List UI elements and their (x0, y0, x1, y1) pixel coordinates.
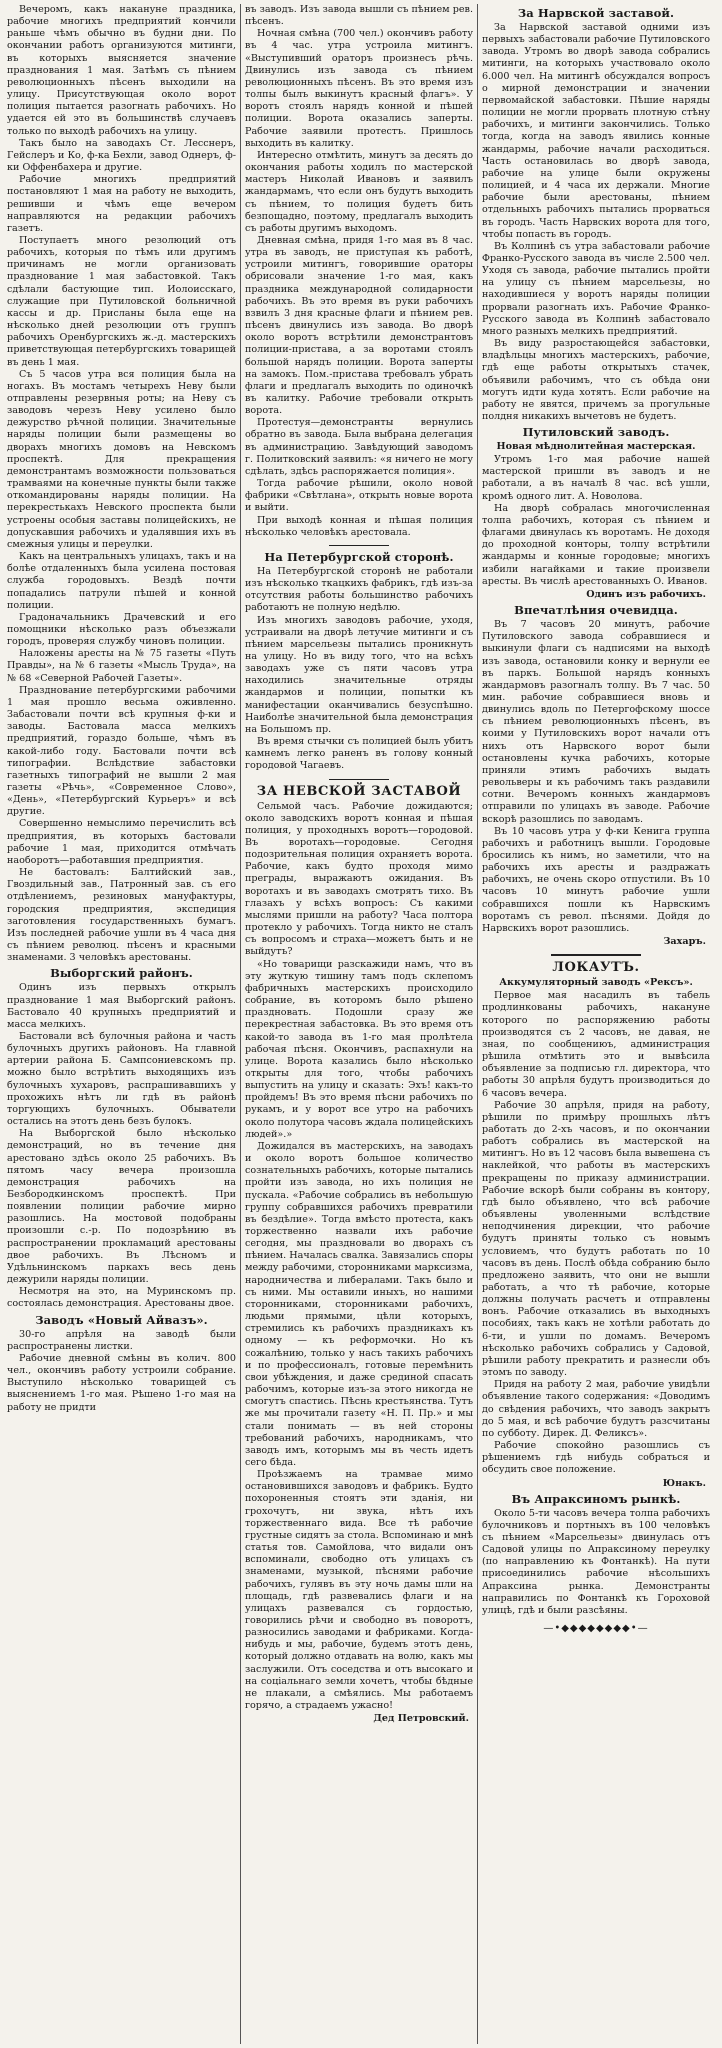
ornament-divider: —•◆◆◆◆◆◆◆◆•— (543, 1623, 649, 1635)
section-heading: ЛОКАУТЪ. (552, 960, 640, 976)
article-paragraph: Проѣзжаемъ на трамвае мимо остановившихся заводовъ и фабрикъ. Будто похороненныя стоятъ эти зданія, ни грохочутъ, ни звука, нѣтъ ихъ торжественнаго вида. Все тѣ рабочие грустные сидятъ за стола. Вспоминаю и мнѣ статья тов. Самойлова, что видали онъ вспоминали, свободно отъ улицахъ съ знаменами, музыкой, пѣснями рабочие рабочихъ, гулявъ въ эту ночь дамы шли на площадь, гдѣ развевались флаги и на улицахъ развевался съ гордостью, говорились рѣчи и свободно въ поворотъ, разносились заводами и фабриками. Когда-нибудь и мы, рабочие, будемъ этотъ день, который должно отдавать на волю, какъ мы заслужили. Отъ соседства и отъ высокаго и на соціальнаго земли хочетъ, чтобы бѣдные не плакали, а смѣялись. Мы работаемъ горячо, а страдаемъ ужасно! (245, 1469, 473, 1712)
article-paragraph: Ночная смѣна (700 чел.) окончивъ работу въ 4 час. утра устроила митингъ. «Выступивший ораторъ произнесъ рѣчь. Двинулись изъ завода съ пѣнием революционныхъ пѣсенъ. Въ это время изъ толпы былъ выкинутъ красный флагъ». У воротъ стоялъ нарядъ конной и пѣшей полиции. Ворота оказались заперты. Рабочие заявили протестъ. Пришлось выходить въ калитку. (245, 28, 473, 149)
section-subheading: Новая мѣднолитейная мастерская. (496, 441, 696, 453)
author-signature: Захаръ. (663, 936, 706, 948)
article-paragraph: «Но товарищи разскажиди намъ, что въ эту жуткую тишину тамъ подъ склепомъ фабричныхъ мастерскихъ происходило собрание, въ которомъ было рѣшено праздновать. Подошли сразу же перекрестная забастовка. Въ это время отъ какой-то завода въ 1-го мая пролѣтела рабочая пѣсня. Окончивъ, распахнули на улице. Ворота казались было нѣсколько открыты для того, чтобы рабочихъ выпустить на улицу и сказать: Эхъ! какъ-то пройдемъ! Въ это время пѣсни рабочихъ по рукамъ, и у ворот все утро на рабочихъ около полутора часовъ ждала полицейскихъ людей».» (245, 958, 473, 1140)
section-heading: Впечатлѣния очевидца. (514, 603, 678, 618)
article-paragraph: На Выборгской было нѣсколько демонстраций, но въ течение дня арестовано здѣсь около 25 рабочихъ. Въ пятомъ часу вечера произошла демонстрация рабочихъ на Безбородкинскомъ проспектѣ. При появлении полиции рабочие мирно разошлись. На мостовой подобраны произошли с.-р. По подозрѣнию въ распространении прокламаций арестованы двое рабочихъ. Въ Лѣсномъ и Удѣльнинскомъ паркахъ весь день дежурили наряды полиции. (7, 1128, 236, 1286)
columns (3, 4, 719, 2044)
article-paragraph: Въ 10 часовъ утра у ф-ки Кенига группа рабочихъ и работницъ вышли. Городовые бросились къ нимъ, но заметили, что на рабочихъ ихъ аресты и раздражать рабочихъ, не очень скоро отпустили. Въ 10 часовъ 10 минутъ рабочие ушли собравшихся пошли къ Нарвскимъ воротамъ съ револ. пѣснями. Дойдя до Нарвскихъ ворот разошлись. (482, 825, 710, 934)
article-paragraph: При выходѣ конная и пѣшая полиция нѣсколько человѣкъ арестовала. (245, 514, 473, 538)
section-divider (329, 545, 389, 546)
article-paragraph: Утромъ 1-го мая рабочие нашей мастерской пришли въ заводъ и не работали, а въ началѣ 8 час. всѣ ушли, кромѣ одного лит. А. Новолова. (482, 454, 710, 502)
author-signature: Одинъ изъ рабочихъ. (586, 588, 706, 600)
article-paragraph: Изъ многихъ заводовъ рабочие, уходя, устраивали на дворѣ летучие митинги и съ пѣнием марсельезы пытались проникнуть на улицу. Но въ виду того, что на всѣхъ заводахъ уже съ пяти часовъ утра находились значительные отряды жандармов и полиции, попытки къ манифестации оканчивались безуспѣшно. Наиболѣе значительной была демонстрация на Большомъ пр. (245, 614, 473, 735)
article-paragraph: Первое мая насадилъ въ табель продлинкованы рабочихъ, накануне которого по распоряжению работы производятся съ 2 часовъ, не давая, не зная, по сообщениюъ, администрация рѣшила отмѣтить это и вывѣсила объявление за подписью гл. директора, что работы 30 апрѣля будутъ производиться до 6 часовъ вечера. (482, 990, 710, 1099)
article-paragraph: Рабочие дневной смѣны въ колич. 800 чел., окончивъ работу устроили собрание. Выступило нѣсколько товарищей съ выяснениемъ 1-го мая. Рѣшено 1-го мая на работу не придти (7, 1352, 236, 1413)
article-paragraph: Совершенно немыслимо перечислить всѣ предприятия, въ которыхъ бастовали рабочие 1 мая, приходится отмѣчать наоборотъ—работавшия предприятия. (7, 818, 236, 866)
article-paragraph: въ заводъ. Изъ завода вышли съ пѣнием рев. пѣсенъ. (245, 4, 473, 28)
article-paragraph: Такъ было на заводахъ Ст. Лесснеръ, Гейслеръ и Ко, ф-ка Бехли, завод Однеръ, ф-ки Оффенбахера и другие. (7, 137, 236, 174)
article-paragraph: На дворѣ собралась многочисленная толпа рабочихъ, которая съ пѣнием и флагами двинулась къ воротамъ. Не доходя до проходной конторы, толпу встрѣтили жандармы и конные городовые; многихъ избили нагайками и такие произвели аресты. Въ числѣ арестованныхъ О. Иванов. (482, 502, 710, 587)
article-paragraph: Въ Колпинѣ съ утра забастовали рабочие Франко-Русского завода въ числе 2.500 чел. Уходя съ завода, рабочие пытались пройти на улицу съ пѣнием марсельезы, но находившиеся у воротъ наряды полиции прорвали разогнать ихъ. Рабочие Франко-Русского завода въ Колпинѣ забастовало много разныхъ мелкихъ предприятий. (482, 240, 710, 337)
article-paragraph: Дожидался въ мастерскихъ, на заводахъ и около воротъ большое количество сознательныхъ рабочихъ, которые пытались пройти изъ завода, но ихъ полиция не пускала. «Рабочие собрались въ небольшую группу собравшихся рабочихъ превратили въ бездѣлие». Тогда вмѣсто протеста, какъ торжественно назвали ихъ рабочие сегодня, мы праздновали во дворахъ съ пѣнием. Началась свалка. Завязались споры между рабочими, сторонниками марксизма, народничества и либералами. Такъ было и съ ними. Мы оставили иныхъ, но нашими сторонниками, сторонниками рабочихъ, людьми прямыми, цѣли которыхъ, стремились къ рабочихъ праздникахъ къ одному — къ реформочки. Но къ сожалѣнию, только у насъ такихъ рабочихъ и по профессионалъ, готовые перемѣнить свои убѣждения, и даже срединой спасать рабочимъ, которые изъ-за этого никогда не смогутъ спастись. Пѣснь крестьянства. Тутъ же мы прочитали газету «Н. П. Пр.» и мы стали понимать — въ ней стороны требований рабочихъ, народникамъ, что заводъ имъ, которымъ мы въ честь идетъ сего бѣда. (245, 1140, 473, 1468)
section-divider (551, 954, 641, 956)
article-paragraph: Поступаетъ много резолюций отъ рабочихъ, которыя по тѣмъ или другимъ причинамъ не могли организовать празднование 1 мая забастовкой. Такъ сдѣлали бастующие тип. Иолоисскаго, служащие при Путиловской больничной кассы и др. Присланы была еще на нѣсколько дней резолюции отъ группъ рабочихъ Оренбургскихъ ж.-д. мастерскихъ приветствующая петербургскихъ товарищей въ день 1 мая. (7, 234, 236, 368)
article-paragraph: Интересно отмѣтить, минутъ за десять до окончания работы ходилъ по мастерской мастеръ Николай Ивановъ и заявилъ жандармамъ, что если онъ будутъ выходить съ пѣнием, то полиция будетъ бить безпощадно, поэтому, предлагалъ выходить съ работы другимъ выходомъ. (245, 149, 473, 234)
section-subheading: Аккумуляторный заводъ «Рексъ». (499, 977, 693, 989)
section-heading: Выборгский районъ. (50, 966, 193, 981)
article-paragraph: Вечеромъ, какъ накануне праздника, рабочие многихъ предприятий кончили раньше чѣмъ обычно въ будни дни. По окончании работъ организуются митинги, въ которыхъ выясняется значение празднования 1 мая. Затѣмъ съ пѣнием революционныхъ пѣсенъ выходили на улицу. Присутствующая около ворот полиция пытается разогнать рабочихъ. Но удается ей это въ большинствѣ случаевъ только по выходѣ рабочихъ на улицу. (7, 4, 236, 137)
article-paragraph: Дневная смѣна, придя 1-го мая въ 8 час. утра въ заводъ, не приступая къ работѣ, устроили митингъ, говорившие ораторы обрисовали значение 1-го мая, какъ праздника международной солидарности рабочихъ. Въ это время въ руки рабочихъ взвилъ 3 дня красные флаги и пѣнием рев. пѣсенъ двинулись изъ завода. Во дворѣ около воротъ встрѣтили демонстрантовъ полиции-пристава, а за воротами стоялъ большой нарядъ полиции. Ворота заперты на замокъ. Пом.-пристава требовалъ убрать флаги и предлагалъ выходить по одиночкѣ въ калитку. Рабочие требовали открыть ворота. (245, 234, 473, 417)
column-middle (240, 4, 477, 2044)
article-paragraph: Бастовали всѣ булочныя района и часть булочныхъ другихъ районовъ. На главной артерии района Б. Сампсониевскомъ пр. можно было встрѣтить выходящихъ изъ булочныхъ хухаровъ, распрашивавшихъ у прохожихъ нѣтъ ли гдѣ въ районѣ торгующихъ булочныхъ. Обыватели остались на этотъ день безъ булокъ. (7, 1030, 236, 1128)
article-paragraph: Тогда рабочие рѣшили, около новой фабрики «Свѣтлана», открыть новые ворота и выйти. (245, 478, 473, 514)
column-right (477, 4, 714, 2044)
section-heading: Въ Апраксиномъ рынкѣ. (511, 1491, 681, 1506)
author-signature: Дед Петровский. (373, 1713, 469, 1725)
section-heading: На Петербургской сторонѣ. (264, 549, 454, 564)
article-paragraph: Рабочие 30 апрѣля, придя на работу, рѣшили по примѣру прошлыхъ лѣтъ работать до 2-хъ часовъ, и по окончании работъ собрались въ мастерской на митингъ. Но въ 12 часовъ была вывешена съ наклейкой, что работы въ мастерскихъ прекращены по приказу администрации. Рабочие вскорѣ были собраны въ контору, гдѣ было объявлено, что всѣ рабочие объявлены уволенными вслѣдствие неподчинения дирекции, что рабочие будутъ приняты только съ новымъ условиемъ, что будутъ работать по 10 часовъ въ день. Послѣ обѣда собранию было предложено заявить, что они не вышли работать, а что тѣ рабочие, которые должны получать расчетъ и отправлены вонъ. Рабочие отказались въ выходныхъ пособиях, такъ какъ не хотѣли работать до 6-ти, и ушли по домамъ. Вечеромъ нѣсколько рабочихъ собрались у Садовой, рѣшили работу прекратить и разнесли объ этомъ по заводу. (482, 1099, 710, 1379)
article-paragraph: Рабочие спокойно разошлись съ рѣшениемъ гдѣ нибудь собраться и обсудить свое положение. (482, 1440, 710, 1476)
article-paragraph: Какъ на центральныхъ улицахъ, такъ и на болѣе отдаленныхъ была усилена постовая служба городовыхъ. Вездѣ почти попадались патрули пѣшей и конной полиции. (7, 551, 236, 611)
article-paragraph: Придя на работу 2 мая, рабочие увидѣли объявление такого содержания: «Доводимъ до свѣдения рабочихъ, что заводъ закрытъ до 5 мая, и всѣ рабочие будутъ разсчитаны по субботу. Дирек. Д. Феликсъ». (482, 1379, 710, 1439)
author-signature: Юнакъ. (662, 1477, 706, 1489)
article-paragraph: Несмотря на это, на Муринскомъ пр. состоялась демонстрация. Арестованы двое. (7, 1286, 236, 1310)
article-paragraph: На Петербургской сторонѣ не работали изъ нѣсколько ткацкихъ фабрикъ, гдѣ изъ-за отсутствия работы большинство рабочихъ работаютъ не полную недѣлю. (245, 565, 473, 614)
article-paragraph: Въ 7 часовъ 20 минутъ, рабочие Путиловского завода собравшиеся и выкинули флаги съ надписями на выходѣ изъ завода, остановили конку и вернули ее въ паркъ. Большой нарядъ конныхъ жандармовъ разогналъ толпу. Въ 7 час. 50 мин. рабочие собравшиеся вновь и двинулись вдоль по Петергофскому шоссе съ пѣнием революционныхъ пѣсенъ, въ коими у Путиловскихъ ворот начали отъ нихъ отъ Нарвского ворот были остановлены кучка рабочихъ, которые приняли этимъ рабочихъ выдать револьверы и къ рабочимъ такъ раздавили сотни. Вечеромъ конныхъ жандармовъ отправили по улицахъ въ заводе. Рабочие вскорѣ разошлись по заводамъ. (482, 619, 710, 825)
article-paragraph: Въ виду разростающейся забастовки, владѣльцы многихъ мастерскихъ, рабочие, гдѣ еще работы открытыхъ стачек, объявили рабочимъ, что съ обѣда они могутъ идти куда хотятъ. Если рабочие на работу не явятся, причемъ за прогульные полдня никакихъ вычетовъ не будетъ. (482, 338, 710, 422)
article-paragraph: 30-го апрѣля на заводѣ были распространены листки. (7, 1328, 236, 1352)
section-heading: Заводъ «Новый Айвазъ». (35, 1312, 208, 1327)
section-heading: За Нарвской заставой. (517, 6, 675, 20)
article-paragraph: Протестуя—демонстранты вернулись обратно въ завода. Была выбрана делегация въ администрацию. Завѣдующий заводомъ г. Политковский заявилъ: «я ничего не могу сдѣлать, здѣсь распоряжается полиция». (245, 417, 473, 477)
column-left (3, 4, 240, 2044)
section-heading: ЗА НЕВСКОЙ ЗАСТАВОЙ (256, 783, 462, 799)
section-divider (329, 779, 389, 780)
article-paragraph: Сельмой часъ. Рабочие дожидаются; около заводскихъ воротъ конная и пѣшая полиция, у проходныхъ воротъ—городовой. Въ воротахъ—городовые. Сегодня подозрительная полиция охраняетъ ворота. Рабочие, какъ будто проходя мимо преграды, выражаютъ ожидания. Въ воротахъ и въ заводахъ смотрятъ тихо. Въ глазахъ у всѣхъ вопросъ: Съ какими мыслями пришли на работу? Часа полтора протекло у рабочихъ. Тогда никто не сталъ съ вопросомъ и страха—можетъ быть и не выйдутъ? (245, 800, 473, 958)
article-paragraph: Около 5-ти часовъ вечера толпа рабочихъ булочниковъ и портныхъ въ 100 человѣкъ съ пѣнием «Марсельезы» двинулась отъ Садовой улицы по Апраксиному переулку (по направлению къ Фонтанкѣ). На пути присоединились рабочие нѣсольшихъ Апраксина рынка. Демонстранты направились по Фонтанкѣ къ Гороховой улицѣ, гдѣ и были разсѣяны. (482, 1507, 710, 1616)
section-heading: Путиловский заводъ. (522, 425, 670, 440)
article-paragraph: Градоначальникъ Драчевский и его помощники нѣсколько разъ объезжали городъ, проверяя службу чиновъ полиции. (7, 611, 236, 648)
article-paragraph: Въ время стычки съ полицией былъ убитъ камнемъ легко раненъ въ голову конный городовой Чагаевъ. (245, 736, 473, 772)
article-paragraph: Рабочие многихъ предприятий постановляют 1 мая на работу не выходить, решивши и чѣмъ еще вечером направляются на редакции рабочихъ газетъ. (7, 174, 236, 234)
article-paragraph: Одинъ изъ первыхъ открылъ празднование 1 мая Выборгский районъ. Бастовало 40 крупныхъ предприятий и масса мелкихъ. (7, 982, 236, 1030)
article-paragraph: Празднование петербургскими рабочими 1 мая прошло весьма оживленно. Забастовали почти всѣ крупныя ф-ки и заводы. Бастовала масса мелкихъ предприятий, гораздо больше, чѣмъ въ какой-либо году. Бастовали почти всѣ типографии. Вслѣдствие забастовки газетныхъ типографий не вышли 2 мая газеты «Рѣчь», «Современное Слово», «День», «Петербургский Курьеръ» и всѣ другие. (7, 684, 236, 818)
article-paragraph: Съ 5 часов утра вся полиция была на ногахъ. Въ мостамъ четырехъ Неву были отправлены резервныя роты; на Неву съ заводовъ черезъ Неву усилено было дежурство рѣчной полиции. Значительные наряды полиции были размещены во дворахъ многихъ домовъ на Невскомъ проспектѣ. Для прекращения демонстрантамъ возможности пользоваться трамваями на конечные пункты были также откомандированы наряды полиции. На перекрестькахъ Невского проспекта были устроены особыя заставы полицейскихъ, не допускавшия рабочихъ и удалявшия ихъ въ смежныя улицы и переулки. (7, 368, 236, 550)
article-paragraph: Не бастовалъ: Балтийский зав., Гвоздильный зав., Патронный зав. съ его отдѣлениемъ, резиновых мануфактуры, городския предприятия, экспедиция заготовления государственныхъ бумагъ. Изъ последней рабочие ушли въ 4 часа дня съ пѣнием революц. пѣсенъ и красными знаменами. 3 человѣкъ арестованы. (7, 867, 236, 964)
article-paragraph: За Нарвской заставой одними изъ первыхъ забастовали рабочие Путиловского завода. Утромъ во дворѣ завода собрались митинги, на которыхъ участвовало около 6.000 чел. На митингѣ обсуждался вопросъ о мирной демонстрации и значении первомайской забастовки. Пѣшие наряды полиции не могли прорвать плотную стѣну рабочихъ, и митинги закончились. Только тогда, когда на заводъ явились конные жандармы, рабочие начали расходиться. Часть остановилась во дворѣ завода, рабочие на улице были окружены полицией, и 4 часа их держали. Многие рабочие были арестованы, пѣнием отдельныхъ рабочихъ пытались прорваться въ городъ. Часть Нарвских ворота для того, чтобы попасть въ городъ. (482, 22, 710, 240)
article-paragraph: Наложены аресты на № 75 газеты «Путь Правды», на № 6 газеты «Мысль Труда», на № 68 «Северной Рабочей Газеты». (7, 648, 236, 684)
